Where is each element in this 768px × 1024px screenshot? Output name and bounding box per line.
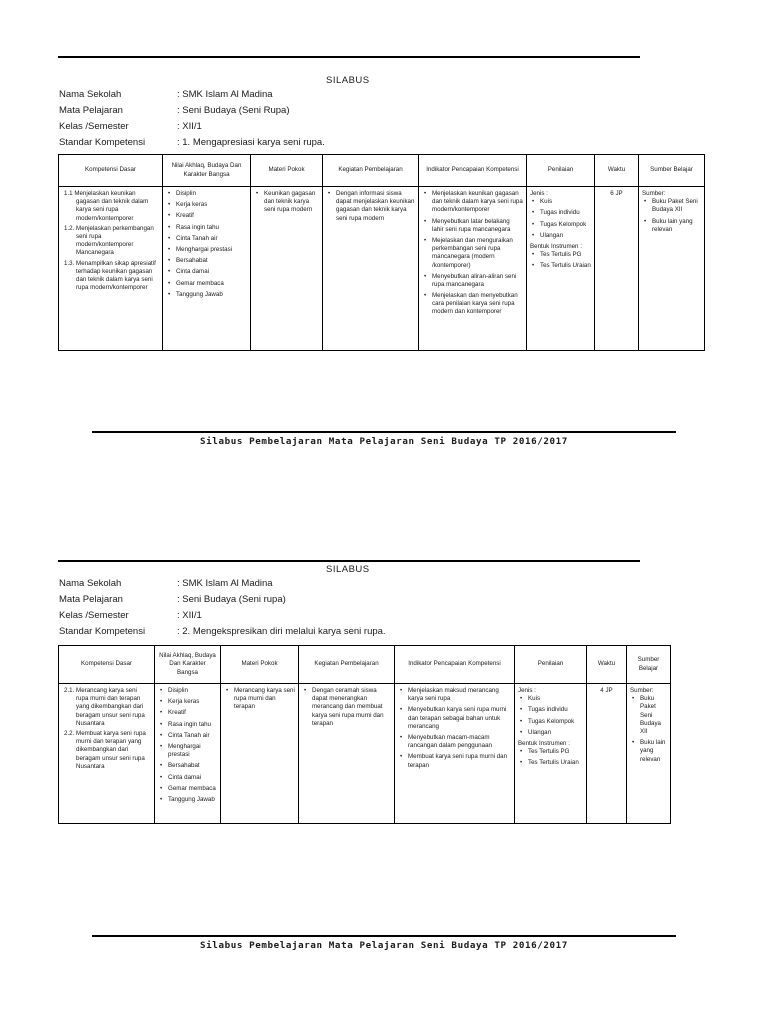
info-label: Mata Pelajaran: [59, 593, 123, 605]
info-value: : Seni Budaya (Seni rupa): [177, 593, 286, 605]
list-item: • Menyebutkan latar belakang lahir seni rupa mancanegara: [432, 218, 523, 234]
list-item: • Dengan ceramah siswa dapat menerangkan merancang dan membuat karya seni rupa murni dan terapan: [312, 687, 391, 728]
list-item: • Ulangan: [540, 232, 591, 240]
header-cell: Materi Pokok: [251, 155, 323, 187]
info-row-standard: [59, 623, 386, 639]
header-cell: Indikator Pencapaian Kompetensi: [395, 646, 515, 684]
list-item: • Menyebutkan aliran-aliran seni rupa mancanegara: [432, 273, 523, 289]
info-value: : 1. Mengapresiasi karya seni rupa.: [177, 136, 325, 148]
list-item: • Cinta damai: [176, 268, 247, 276]
list-item: • Dengan informasi siswa dapat menjelaskan keunikan gagasan dan teknik karya seni rupa modern: [336, 190, 415, 223]
header-cell: Sumber Belajar: [639, 155, 705, 187]
info-value: : 2. Mengekspresikan diri melalui karya seni rupa.: [177, 625, 386, 637]
info-label: Nama Sekolah: [59, 88, 122, 100]
list-item: • Buku Paket Seni Budaya XII: [640, 695, 667, 736]
top-rule: [58, 560, 640, 562]
indikator-cell: [395, 684, 515, 824]
header-cell: Indikator Pencapaian Kompetensi: [419, 155, 527, 187]
info-label: Standar Kompetensi: [59, 625, 146, 637]
kd-cell: [59, 187, 163, 351]
list-item: • Buku lain yang relevan: [640, 739, 667, 764]
syllabus-info: [59, 575, 386, 639]
materi-cell: [221, 684, 299, 824]
list-item: • Tes Tertulis Uraian: [540, 262, 591, 270]
list-item: 1.2. Menjelaskan perkembangan seni rupa modern/kontemporer Mancanegara: [64, 224, 154, 257]
list-item: 1.1 Menjelaskan keunikan gagasan dan teknik dalam karya seni rupa modern/kontemporer: [64, 190, 149, 222]
info-value: : XII/1: [177, 609, 202, 621]
sumber-label: Sumber:: [630, 687, 654, 694]
page-footer: [92, 431, 676, 447]
list-item: • Menghargai prestasi: [176, 246, 247, 254]
list-item: • Gemar membaca: [176, 280, 247, 288]
list-item: • Merancang karya seni rupa murni dan terapan: [234, 687, 295, 712]
info-value: : SMK Islam Al Madina: [177, 577, 273, 589]
info-row-subject: [59, 102, 325, 118]
list-item: • Kerja keras: [168, 698, 217, 706]
header-cell: Kegiatan Pembelajaran: [323, 155, 419, 187]
list-item: • Rasa ingin tahu: [176, 224, 247, 232]
penilaian-cell: [527, 187, 595, 351]
syllabus-table: [58, 645, 671, 824]
header-cell: Kompetensi Dasar: [59, 646, 155, 684]
syllabus-info: [59, 86, 325, 150]
list-item: 2.1. Merancang karya seni rupa murni dan terapan yang dikembangkan dari beragam unsur seni rupa Nusantara: [64, 687, 145, 727]
header-cell: Penilaian: [527, 155, 595, 187]
kegiatan-cell: [323, 187, 419, 351]
header-cell: Nilai Akhlaq, Budaya Dan Karakter Bangsa: [163, 155, 251, 187]
list-item: • Menyebutkan karya seni rupa murni dan terapan sebagai bahan untuk merancang: [408, 706, 511, 731]
page-footer: [92, 935, 676, 951]
info-row-school: [59, 575, 386, 591]
list-item: • Tes Tertulis PG: [528, 748, 583, 756]
list-item: • Disiplin: [176, 190, 247, 198]
list-item: • Bersahabat: [168, 762, 217, 770]
materi-cell: [251, 187, 323, 351]
header-cell: Materi Pokok: [221, 646, 299, 684]
header-cell: Waktu: [595, 155, 639, 187]
footer-text: Silabus Pembelajaran Mata Pelajaran Seni Budaya TP 2016/2017: [200, 436, 568, 447]
list-item: • Tugas individu: [540, 209, 591, 217]
list-item: • Menyebutkan macam-macam rancangan dalam penggunaan: [408, 734, 511, 750]
header-cell: Kegiatan Pembelajaran: [299, 646, 395, 684]
page-title: SILABUS: [326, 75, 370, 86]
header-cell: Kompetensi Dasar: [59, 155, 163, 187]
nilai-cell: [155, 684, 221, 824]
list-item: • Menjelaskan maksud merancang karya seni rupa: [408, 687, 511, 703]
penilaian-jenis-label: Jenis :: [518, 687, 536, 694]
list-item: • Tugas individu: [528, 706, 583, 714]
list-item: • Rasa ingin tahu: [168, 721, 217, 729]
indikator-cell: [419, 187, 527, 351]
waktu-cell: 4 JP: [587, 684, 627, 824]
list-item: • Kuis: [528, 695, 583, 703]
info-row-school: [59, 86, 325, 102]
waktu-cell: 6 JP: [595, 187, 639, 351]
list-item: • Cinta Tanah air: [176, 235, 247, 243]
sumber-cell: [639, 187, 705, 351]
list-item: • Cinta Tanah air: [168, 732, 217, 740]
list-item: • Buku Paket Seni Budaya XII: [652, 198, 701, 214]
info-row-class: [59, 118, 325, 134]
info-row-subject: [59, 591, 386, 607]
list-item: • Gemar membaca: [168, 785, 217, 793]
list-item: • Kreatif: [168, 709, 217, 717]
list-item: 1.3. Menampilkan sikap apresiatif terhadap keunikan gagasan dan teknik dalam karya seni rupa modern/kontemporer: [64, 259, 156, 292]
list-item: 2.2. Membuat karya seni rupa murni dan terapan yang dikembangkan dari beragam unsur seni rupa Nusantara: [64, 729, 146, 770]
list-item: • Tanggung Jawab: [168, 796, 217, 804]
footer-rule: [92, 935, 676, 937]
sumber-cell: [627, 684, 671, 824]
list-item: • Keunikan gagasan dan teknik karya seni rupa modern: [264, 190, 319, 215]
penilaian-bentuk-label: Bentuk Instrumen :: [530, 242, 582, 250]
list-item: • Kerja keras: [176, 201, 247, 209]
info-value: : SMK Islam Al Madina: [177, 88, 273, 100]
list-item: • Tes Tertulis PG: [540, 251, 591, 259]
info-row-standard: [59, 134, 325, 150]
info-label: Standar Kompetensi: [59, 136, 146, 148]
syllabus-table: [58, 154, 705, 351]
list-item: • Tes Tertulis Uraian: [528, 759, 583, 767]
header-cell: Penilaian: [515, 646, 587, 684]
list-item: • Disiplin: [168, 687, 217, 695]
list-item: • Buku lain yang relevan: [652, 218, 701, 234]
list-item: • Tugas Kelompok: [540, 221, 591, 229]
list-item: • Menjelaskan keunikan gagasan dan teknik dalam karya seni rupa modern/kontemporer: [432, 190, 523, 215]
kegiatan-cell: [299, 684, 395, 824]
footer-text: Silabus Pembelajaran Mata Pelajaran Seni Budaya TP 2016/2017: [200, 940, 568, 951]
penilaian-jenis-label: Jenis :: [530, 190, 548, 197]
info-row-class: [59, 607, 386, 623]
list-item: • Ulangan: [528, 729, 583, 737]
info-value: : XII/1: [177, 120, 202, 132]
penilaian-cell: [515, 684, 587, 824]
page-title: SILABUS: [326, 564, 370, 575]
top-rule: [58, 56, 640, 58]
list-item: • Tanggung Jawab: [176, 291, 247, 299]
list-item: • Cinta damai: [168, 774, 217, 782]
list-item: • Kuis: [540, 198, 591, 206]
list-item: • Menjelaskan dan menyebutkan cara penilaian karya seni rupa modern dan kontemporer: [432, 292, 523, 317]
header-cell: Waktu: [587, 646, 627, 684]
list-item: • Membuat karya seni rupa murni dan terapan: [408, 753, 511, 769]
footer-rule: [92, 431, 676, 433]
penilaian-bentuk-label: Bentuk Instrumen :: [518, 739, 570, 747]
header-cell: Nilai Akhlaq, Budaya Dan Karakter Bangsa: [155, 646, 221, 684]
header-cell: Sumber Belajar: [627, 646, 671, 684]
info-label: Nama Sekolah: [59, 577, 122, 589]
sumber-label: Sumber:: [642, 190, 666, 197]
list-item: • Kreatif: [176, 212, 247, 220]
info-label: Kelas /Semester: [59, 120, 129, 132]
list-item: • Bersahabat: [176, 257, 247, 265]
list-item: • Menghargai prestasi: [168, 743, 217, 759]
info-label: Mata Pelajaran: [59, 104, 123, 116]
info-value: : Seni Budaya (Seni Rupa): [177, 104, 290, 116]
nilai-cell: [163, 187, 251, 351]
list-item: • Tugas Kelompok: [528, 718, 583, 726]
kd-cell: [59, 684, 155, 824]
info-label: Kelas /Semester: [59, 609, 129, 621]
list-item: • Mejelaskan dan menguraikan perkembangan seni rupa mancanegara (modern /kontemporer): [432, 237, 523, 270]
